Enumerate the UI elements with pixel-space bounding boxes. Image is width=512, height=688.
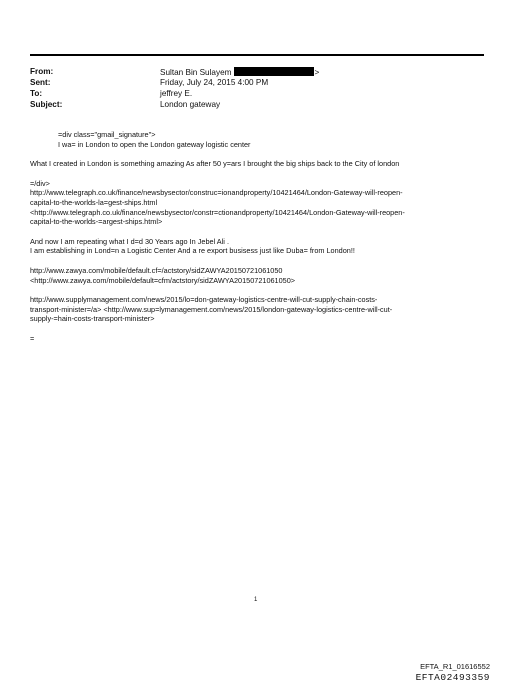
signature-block [30,130,490,149]
link-text: <http://www.telegraph.co.uk/finance/newsbysector/constr=ctionandproperty/10421464/London-Gateway-will-reopen- [30,207,405,217]
page-number: 1 [254,597,258,603]
email-body [30,130,490,354]
link-text: http://www.telegraph.co.uk/finance/newsbysector/construc=ionandproperty/10421464/London-Gateway-will-reopen- [30,188,403,198]
redaction-box [234,67,314,76]
link-text: capital-to-the-worlds-la=gest-ships.html [30,197,158,207]
link-text: transport-minister=/a> <http://www.sup=lymanagement.com/news/2015/london-gateway-logistics-centre-will-cut- [30,304,393,314]
body-line: =/div> [30,178,50,188]
link-text: supply-=hain-costs-transport-minister> [30,314,155,324]
footer-id-1: EFTA_R1_01616552 [420,662,490,671]
paragraph [30,179,490,227]
from-name: Sultan Bin Sulayem [160,68,232,77]
link-text: capital-to-the-worlds-=argest-ships.html> [30,217,163,227]
body-line: And now I am repeating what I d=d 30 Years ago In Jebel Ali . [30,236,229,246]
link-text: http://www.supplymanagement.com/news/2015/lo=don-gateway-logistics-centre-will-cut-supply-chain-costs- [30,295,378,305]
paragraph [30,159,490,169]
sent-value: Friday, July 24, 2015 4:00 PM [160,78,269,87]
paragraph [30,237,490,256]
sent-label: Sent: [30,78,51,87]
from-label: From: [30,67,54,76]
body-line: = [30,333,35,343]
paragraph [30,295,490,324]
header-rule [30,54,484,56]
sig-line: =div class="gmail_signature"> [58,130,156,139]
subject-value: London gateway [160,100,221,109]
body-line: I am establishing in Lond=n a Logistic Center And a re export busisess just like Duba= from London!! [30,246,355,256]
from-suffix: > [314,68,320,77]
from-value [160,67,319,79]
footer-id-2: EFTA02493359 [415,672,490,683]
sig-line: I wa= in London to open the London gateway logistic center [58,139,251,149]
body-line: What I created in London is something amazing As after 50 y=ars I brought the big ships back to the City of london [30,159,400,169]
paragraph [30,334,490,344]
to-value: jeffrey E. [160,89,193,98]
link-text: <http://www.zawya.com/mobile/default=cfm/actstory/sidZAWYA20150721061050> [30,275,296,285]
to-label: To: [30,89,43,98]
paragraph [30,266,490,285]
link-text: http://www.zawya.com/mobile/default.cf=/actstory/sidZAWYA20150721061050 [30,265,283,275]
subject-label: Subject: [30,100,63,109]
